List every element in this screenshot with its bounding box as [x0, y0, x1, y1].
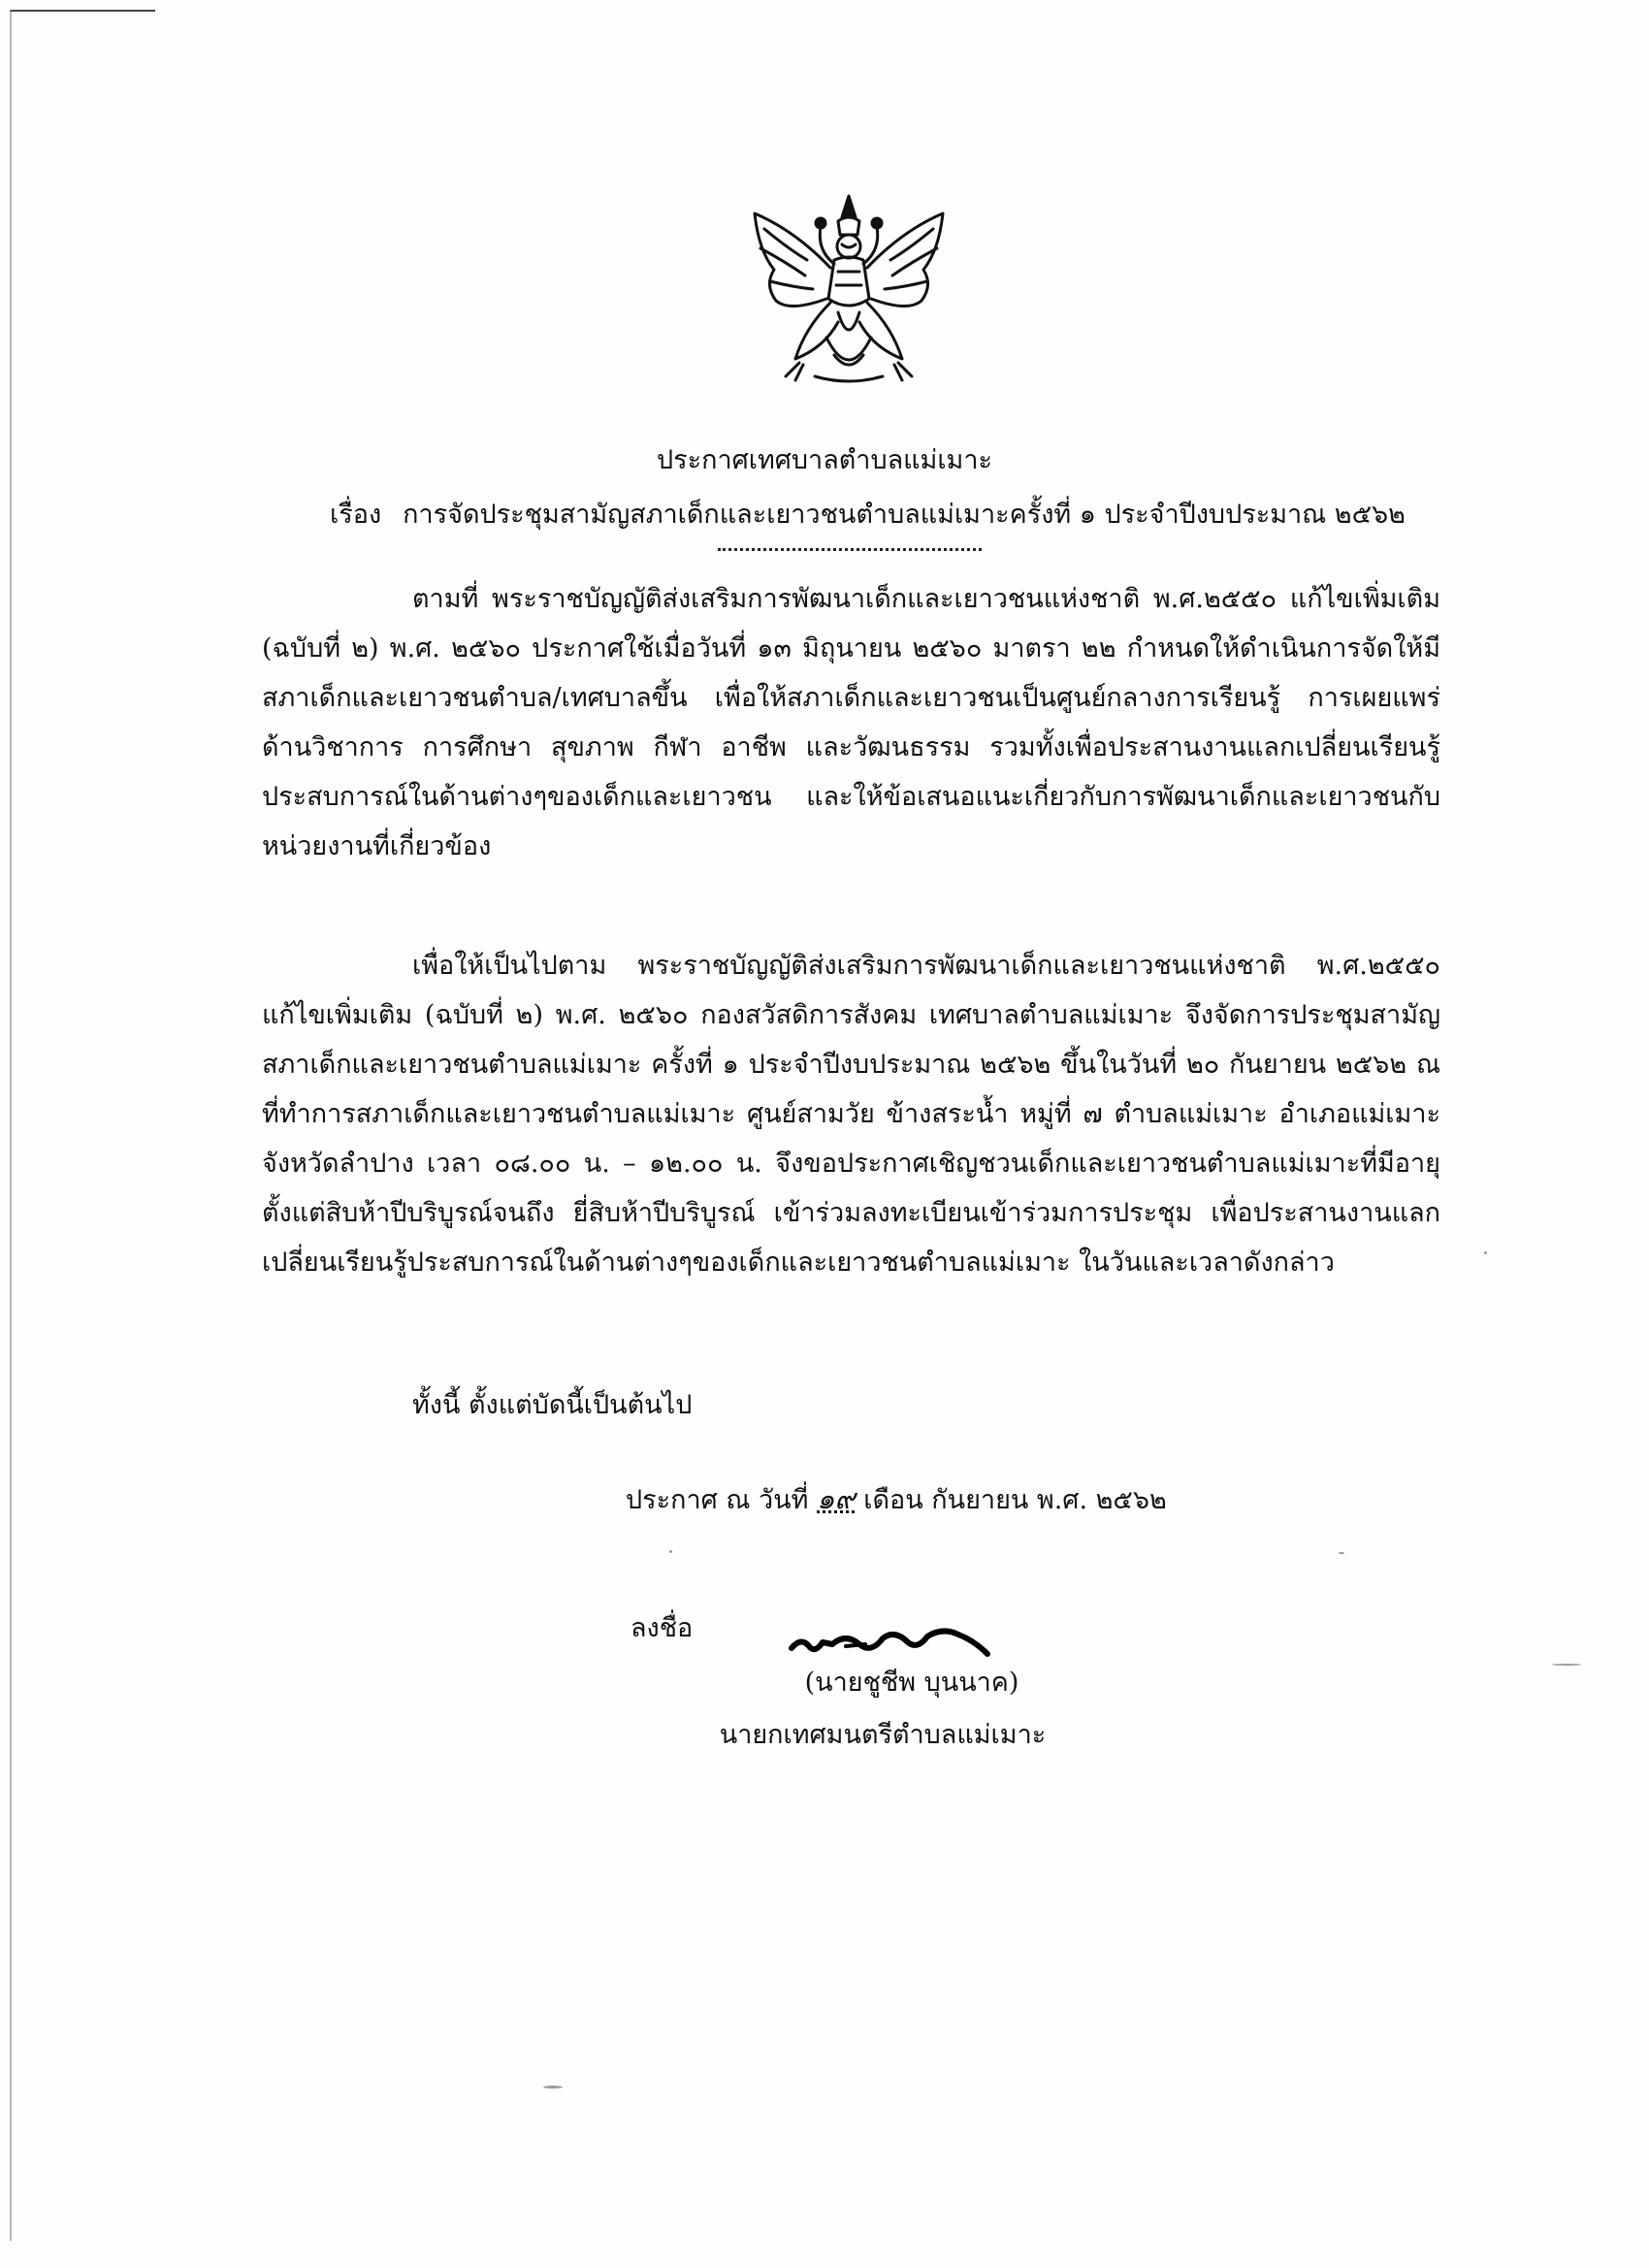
- announce-suffix: เดือน กันยายน พ.ศ. ๒๕๖๒: [863, 1485, 1167, 1515]
- announce-prefix: ประกาศ ณ วันที่: [626, 1485, 809, 1515]
- subject-label: เรื่อง: [330, 500, 382, 530]
- scan-speck: [543, 2086, 563, 2089]
- signer-name: [0, 1661, 1649, 1702]
- garuda-emblem-icon: [737, 192, 960, 386]
- paragraph-3: ทั้งนี้ ตั้งแต่บัดนี้เป็นต้นไป: [412, 1390, 693, 1420]
- sign-label: ลงชื่อ: [630, 1613, 694, 1643]
- scan-edge-line: [10, 10, 12, 2241]
- signer-title-text: นายกเทศมนตรีตำบลแม่เมาะ: [719, 1720, 1047, 1750]
- signer-name-text: (นายชูชีพ บุนนาค): [804, 1668, 1019, 1698]
- subject-text: การจัดประชุมสามัญสภาเด็กและเยาวชนตำบลแม่เมาะครั้งที่ ๑ ประจำปีงบประมาณ ๒๕๖๒: [403, 500, 1406, 530]
- announce-day-handwritten: ๑๙: [817, 1482, 856, 1515]
- scan-speck: [669, 1550, 672, 1553]
- scan-speck: [1552, 1664, 1581, 1666]
- paragraph-1: [262, 574, 1440, 871]
- announcement-date: [626, 1476, 1167, 1521]
- document-title: ประกาศเทศบาลตำบลแม่เมาะ: [656, 445, 993, 475]
- document-subject: [330, 493, 1406, 535]
- scan-speck: [1339, 1552, 1344, 1554]
- dotted-separator: [718, 548, 982, 551]
- paragraph-2-text: เพื่อให้เป็นไปตาม พระราชบัญญัติส่งเสริมการพัฒนาเด็กและเยาวชนแห่งชาติ พ.ศ.๒๕๕๐ แก้ไขเพิ่มเติม (ฉบับที่ ๒) พ.ศ. ๒๕๖๐ กองสวัสดิการสังคม เทศบาลตำบลแม่เมาะ จึงจัดการประชุมสามัญสภาเด็กและเยาวชนตำบลแม่เมาะ ครั้งที่ ๑ ประจำปีงบประมาณ ๒๕๖๒ ขึ้นในวันที่ ๒๐ กันยายน ๒๕๖๒ ณ ที่ทำการสภาเด็กและเยาวชนตำบลแม่เมาะ ศูนย์สามวัย ข้างสระน้ำ หมู่ที่ ๗ ตำบลแม่เมาะ อำเภอแม่เมาะ จังหวัดลำปาง เวลา ๐๘.๐๐ น. – ๑๒.๐๐ น. จึงขอประกาศเชิญชวนเด็กและเยาวชนตำบลแม่เมาะที่มีอายุตั้งแต่สิบห้าปีบริบูรณ์จนถึง ยี่สิบห้าปีบริบูรณ์ เข้าร่วมลงทะเบียนเข้าร่วมการประชุม เพื่อประสานงานแลกเปลี่ยนเรียนรู้ประสบการณ์ในด้านต่างๆของเด็กและเยาวชนตำบลแม่เมาะ ในวันและเวลาดังกล่าว: [262, 951, 1440, 1278]
- signature-mark: [788, 1615, 991, 1664]
- paragraph-1-text: ตามที่ พระราชบัญญัติส่งเสริมการพัฒนาเด็กและเยาวชนแห่งชาติ พ.ศ.๒๕๕๐ แก้ไขเพิ่มเติม (ฉบับที่ ๒) พ.ศ. ๒๕๖๐ ประกาศใช้เมื่อวันที่ ๑๓ มิถุนายน ๒๕๖๐ มาตรา ๒๒ กำหนดให้ดำเนินการจัดให้มีสภาเด็กและเยาวชนตำบล/เทศบาลขึ้น เพื่อให้สภาเด็กและเยาวชนเป็นศูนย์กลางการเรียนรู้ การเผยแพร่ด้านวิชาการ การศึกษา สุขภาพ กีฬา อาชีพ และวัฒนธรรม รวมทั้งเพื่อประสานงานแลกเปลี่ยนเรียนรู้ประสบการณ์ในด้านต่างๆของเด็กและเยาวชน และให้ข้อเสนอแนะเกี่ยวกับการพัฒนาเด็กและเยาวชนกับหน่วยงานที่เกี่ยวข้อง: [262, 584, 1440, 861]
- scan-edge-line: [10, 10, 155, 12]
- scan-speck: [1484, 1251, 1487, 1254]
- signer-title: [0, 1713, 1649, 1755]
- paragraph-2: [262, 941, 1440, 1287]
